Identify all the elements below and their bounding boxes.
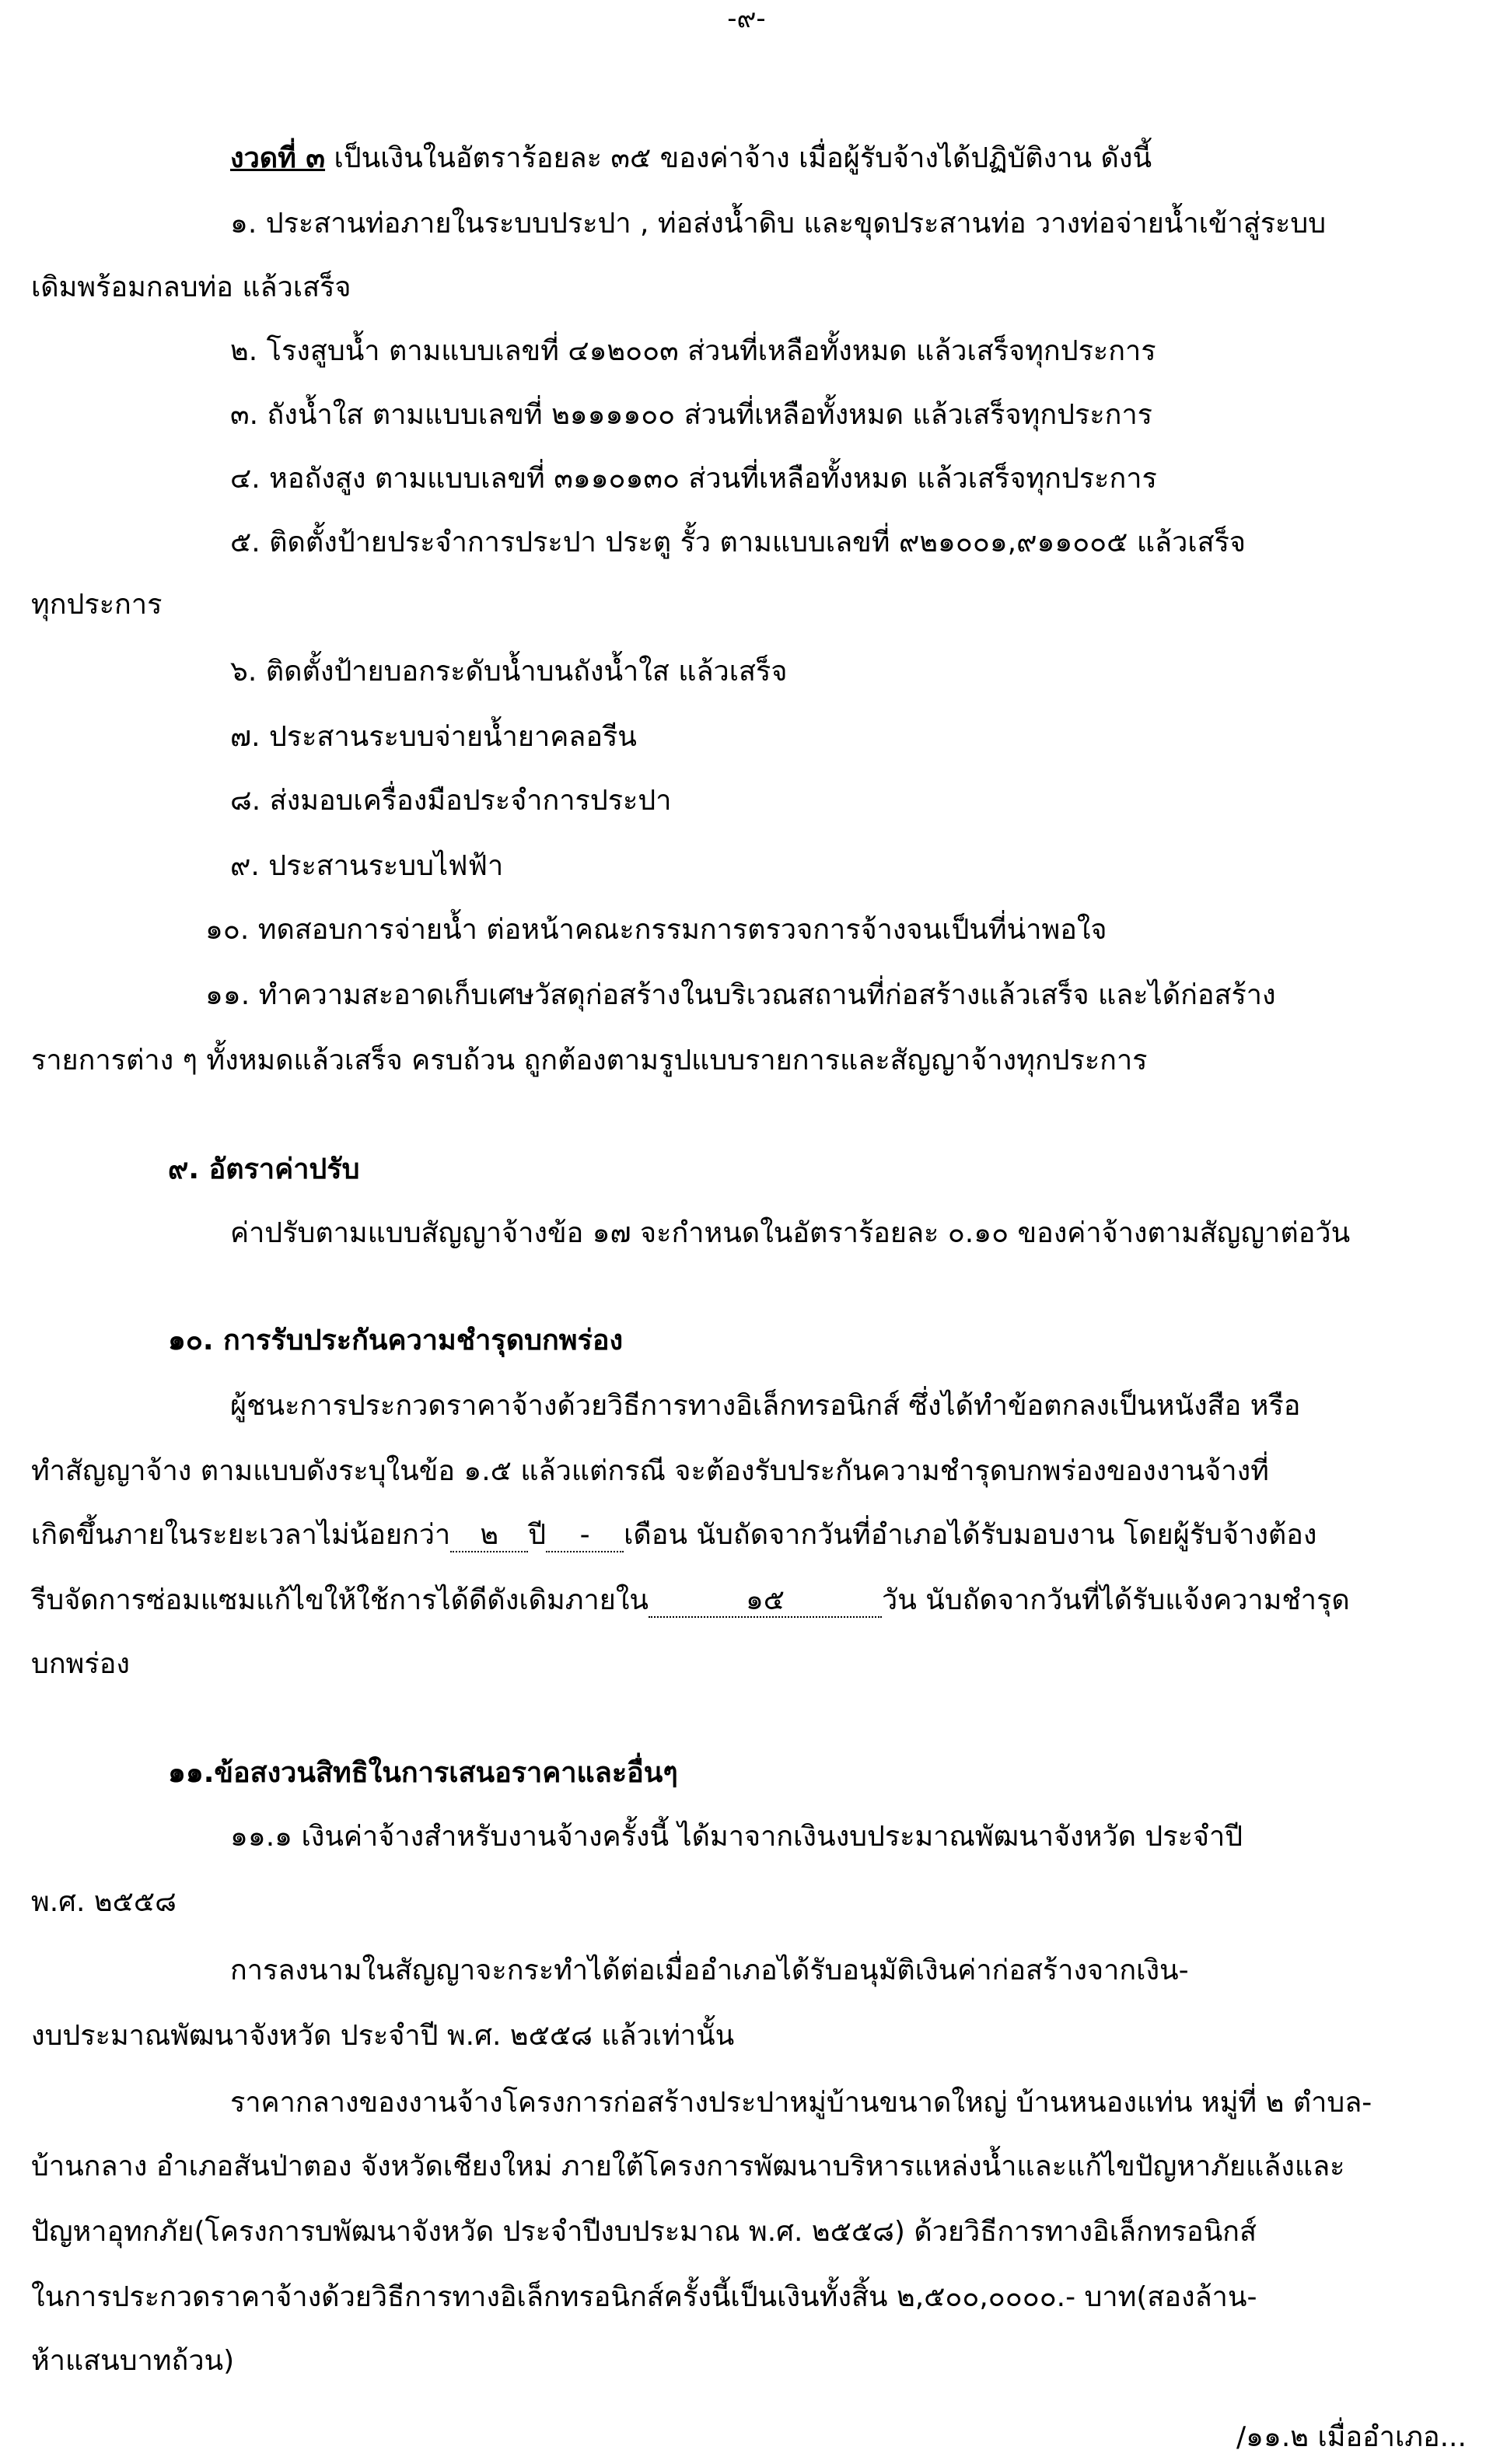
installment-item-1-line1: ๑. ประสานท่อภายในระบบประปา , ท่อส่งน้ำดิบ และขุดประสานท่อ วางท่อจ่ายน้ำเข้าสู่ระบบ — [230, 208, 1327, 240]
repair-period-suffix: วัน นับถัดจากวันที่ได้รับแจ้งความชำรุด — [882, 1584, 1350, 1616]
installment-item-11-line1: ๑๑. ทำความสะอาดเก็บเศษวัสดุก่อสร้างในบริเวณสถานที่ก่อสร้างแล้วเสร็จ และได้ก่อสร้าง — [205, 979, 1276, 1011]
warranty-months-value: - — [546, 1520, 624, 1552]
installment-item-3: ๓. ถังน้ำใส ตามแบบเลขที่ ๒๑๑๑๑๐๐ ส่วนที่เหลือทั้งหมด แล้วเสร็จทุกประการ — [230, 399, 1153, 431]
repair-days-value: ๑๕ — [649, 1585, 882, 1618]
installment-heading-text: เป็นเงินในอัตราร้อยละ ๓๕ ของค่าจ้าง เมื่อผู้รับจ้างได้ปฏิบัติงาน ดังนี้ — [325, 142, 1152, 174]
installment-heading — [230, 140, 1152, 177]
section11-heading: ๑๑.ข้อสงวนสิทธิในการเสนอราคาและอื่นๆ — [168, 1757, 678, 1789]
installment-item-2: ๒. โรงสูบน้ำ ตามแบบเลขที่ ๔๑๒๐๐๓ ส่วนที่เหลือทั้งหมด แล้วเสร็จทุกประการ — [230, 335, 1156, 367]
installment-item-7: ๗. ประสานระบบจ่ายน้ำยาคลอรีน — [230, 721, 637, 753]
installment-item-5-line2: ทุกประการ — [31, 589, 163, 621]
section10-line4 — [31, 1582, 1350, 1619]
section10-line5: บกพร่อง — [31, 1648, 130, 1680]
installment-item-4: ๔. หอถังสูง ตามแบบเลขที่ ๓๑๑๐๑๓๐ ส่วนที่เหลือทั้งหมด แล้วเสร็จทุกประการ — [230, 463, 1157, 495]
continuation-note: /๑๑.๒ เมื่ออำเภอ... — [1236, 2421, 1467, 2453]
section10-line2: ทำสัญญาจ้าง ตามแบบดังระบุในข้อ ๑.๕ แล้วแต่กรณี จะต้องรับประกันความชำรุดบกพร่องของงานจ้างที่ — [31, 1455, 1269, 1487]
installment-item-11-line2: รายการต่าง ๆ ทั้งหมดแล้วเสร็จ ครบถ้วน ถูกต้องตามรูปแบบรายการและสัญญาจ้างทุกประการ — [31, 1045, 1148, 1076]
warranty-period-suffix: เดือน นับถัดจากวันที่อำเภอได้รับมอบงาน โดยผู้รับจ้างต้อง — [624, 1519, 1317, 1551]
section9-body: ค่าปรับตามแบบสัญญาจ้างข้อ ๑๗ จะกำหนดในอัตราร้อยละ ๐.๑๐ ของค่าจ้างตามสัญญาต่อวัน — [230, 1217, 1351, 1249]
warranty-period-prefix: เกิดขึ้นภายในระยะเวลาไม่น้อยกว่า — [31, 1519, 451, 1551]
section10-line1: ผู้ชนะการประกวดราคาจ้างด้วยวิธีการทางอิเล็กทรอนิกส์ ซึ่งได้ทำข้อตกลงเป็นหนังสือ หรือ — [230, 1390, 1301, 1422]
installment-item-9: ๙. ประสานระบบไฟฟ้า — [230, 850, 504, 882]
section11-p3-line2: บ้านกลาง อำเภอสันป่าตอง จังหวัดเชียงใหม่ ภายใต้โครงการพัฒนาบริหารแหล่งน้ำและแก้ไขปัญหาภัยแล้งและ — [31, 2151, 1345, 2182]
section10-line3 — [31, 1517, 1317, 1554]
section11-p3-line5: ห้าแสนบาทถ้วน) — [31, 2345, 235, 2377]
installment-item-8: ๘. ส่งมอบเครื่องมือประจำการประปา — [230, 785, 672, 817]
installment-heading-label: งวดที่ ๓ — [230, 142, 326, 174]
page-number: -๙- — [727, 3, 766, 34]
repair-period-prefix: รีบจัดการซ่อมแซมแก้ไขให้ใช้การได้ดีดังเดิมภายใน — [31, 1584, 649, 1616]
installment-item-6: ๖. ติดตั้งป้ายบอกระดับน้ำบนถังน้ำใส แล้วเสร็จ — [230, 656, 788, 688]
section10-heading: ๑๐. การรับประกันความชำรุดบกพร่อง — [168, 1325, 624, 1356]
section11-p1-line1: ๑๑.๑ เงินค่าจ้างสำหรับงานจ้างครั้งนี้ ได้มาจากเงินงบประมาณพัฒนาจังหวัด ประจำปี — [230, 1821, 1243, 1853]
section11-p3-line3: ปัญหาอุทกภัย(โครงการบพัฒนาจังหวัด ประจำปีงบประมาณ พ.ศ. ๒๕๕๘) ด้วยวิธีการทางอิเล็กทรอนิกส์ — [31, 2216, 1257, 2248]
section9-heading: ๙. อัตราค่าปรับ — [168, 1153, 360, 1185]
section11-p3-line1: ราคากลางของงานจ้างโครงการก่อสร้างประปาหมู่บ้านขนาดใหญ่ บ้านหนองแท่น หมู่ที่ ๒ ตำบล- — [230, 2087, 1372, 2119]
installment-item-10: ๑๐. ทดสอบการจ่ายน้ำ ต่อหน้าคณะกรรมการตรวจการจ้างจนเป็นที่น่าพอใจ — [205, 914, 1107, 946]
installment-item-1-line2: เดิมพร้อมกลบท่อ แล้วเสร็จ — [31, 271, 351, 303]
section11-p1-line2: พ.ศ. ๒๕๕๘ — [31, 1886, 177, 1918]
section11-p3-line4: ในการประกวดราคาจ้างด้วยวิธีการทางอิเล็กทรอนิกส์ครั้งนี้เป็นเงินทั้งสิ้น ๒,๕๐๐,๐๐๐๐.- บาท(สองล้าน- — [31, 2281, 1257, 2313]
installment-item-5-line1: ๕. ติดตั้งป้ายประจำการประปา ประตู รั้ว ตามแบบเลขที่ ๙๒๑๐๐๑,๙๑๑๐๐๕ แล้วเสร็จ — [230, 527, 1246, 558]
warranty-years-value: ๒ — [450, 1520, 528, 1552]
section11-p2-line1: การลงนามในสัญญาจะกระทำได้ต่อเมื่ออำเภอได้รับอนุมัติเงินค่าก่อสร้างจากเงิน- — [230, 1955, 1189, 1986]
warranty-years-unit: ปี — [528, 1519, 547, 1551]
section11-p2-line2: งบประมาณพัฒนาจังหวัด ประจำปี พ.ศ. ๒๕๕๘ แล้วเท่านั้น — [31, 2020, 735, 2052]
